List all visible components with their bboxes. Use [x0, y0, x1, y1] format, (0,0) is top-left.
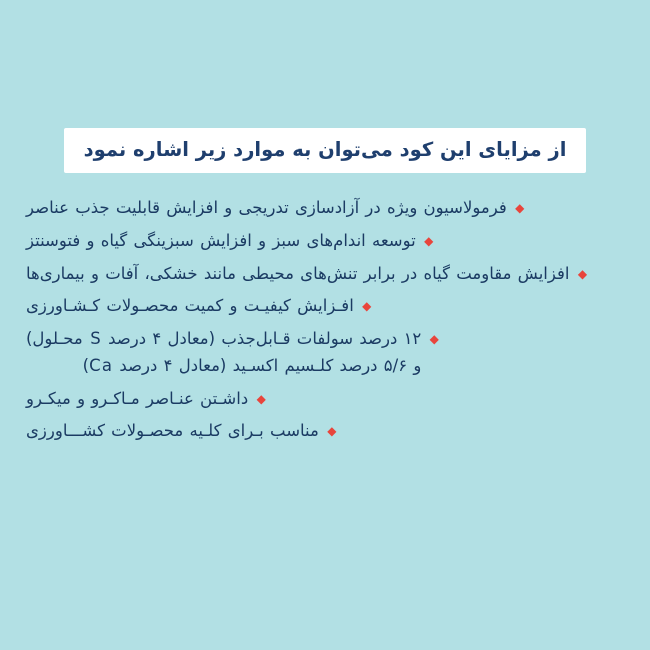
title-container: [26, 128, 624, 173]
list-item: [26, 293, 624, 320]
diamond-bullet-icon: ◆: [429, 332, 439, 347]
list-item-text: داشـتن عنـاصر مـاکـرو و میکـرو: [26, 388, 249, 408]
list-item: [26, 326, 624, 379]
poster-content: [0, 128, 650, 451]
diamond-bullet-icon: ◆: [577, 266, 588, 281]
list-item: [26, 261, 624, 288]
diamond-bullet-icon: ◆: [424, 233, 434, 248]
list-item: [26, 228, 624, 255]
diamond-bullet-icon: ◆: [256, 391, 266, 406]
diamond-bullet-icon: ◆: [515, 201, 525, 216]
list-item: [26, 418, 624, 445]
list-item: [26, 386, 624, 413]
list-item-text: مناسب بـرای کلـیه محصـولات کشـــاورزی: [26, 421, 319, 441]
benefits-list: [26, 195, 624, 445]
list-item-text: ۱۲ درصد سولفات قـابل‌جذب (معادل ۴ درصد S محـلول): [26, 329, 422, 349]
page-title: از مزایای این کود می‌توان به موارد زیر اشاره نمود: [64, 128, 587, 173]
list-item-text-block: [26, 326, 421, 379]
list-item-text: فرمولاسیون ویژه در آزادسازی تدریجی و افزایش قابلیت جذب عناصر: [26, 198, 507, 218]
diamond-bullet-icon: ◆: [362, 299, 372, 314]
list-item: [26, 195, 624, 222]
list-item-text: توسعه اندام‌های سبز و افزایش سبزینگی گیاه و فتوسنتز: [26, 230, 416, 250]
list-item-text: افزایش مقاومت گیاه در برابر تنش‌های محیطی مانند خشکی، آفات و بیماری‌ها: [26, 263, 570, 283]
list-item-text: افـزایش کیفیـت و کمیت محصـولات کـشـاورزی: [26, 296, 354, 316]
diamond-bullet-icon: ◆: [327, 424, 337, 439]
list-item-text-second-line: و ۵/۶ درصد کلـسیم اکسـید (معادل ۴ درصد Ca): [82, 355, 422, 375]
